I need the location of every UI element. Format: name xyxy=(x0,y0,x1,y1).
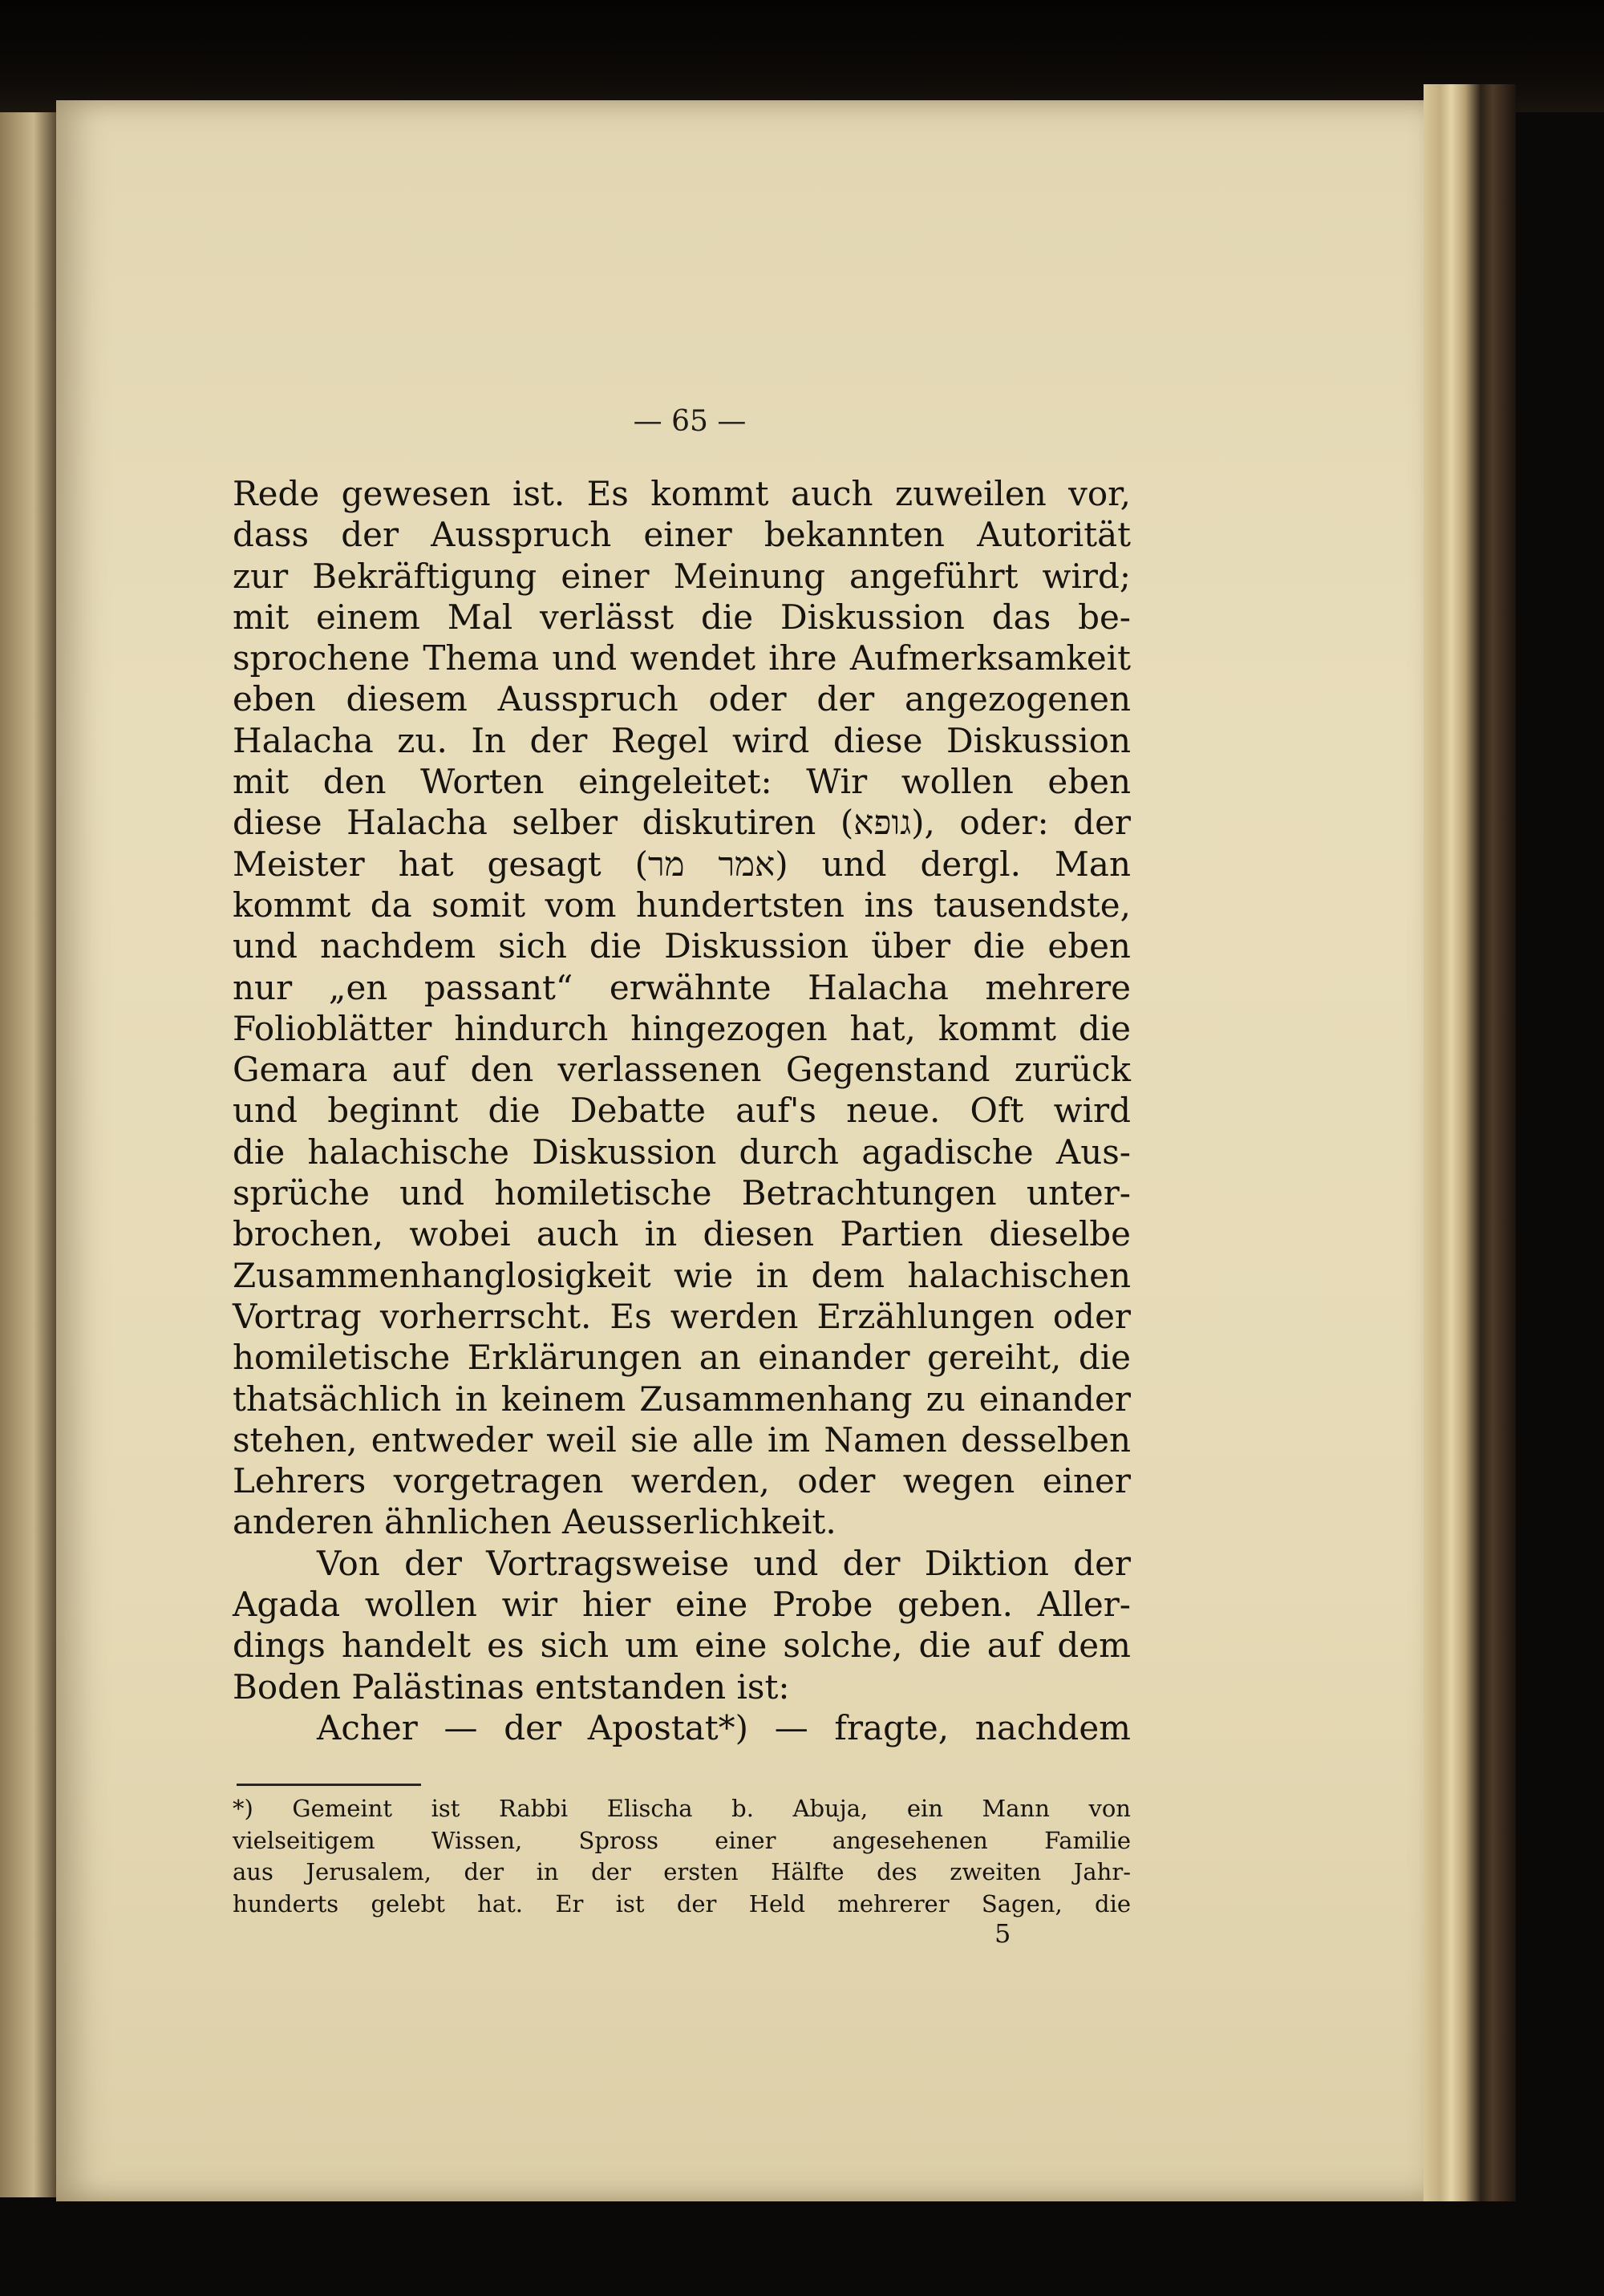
text-line: Acher — der Apostat*) — fragte, nachdem xyxy=(317,1707,1131,1747)
text-line: Zusammenhanglosigkeit wie in dem halachischen xyxy=(233,1255,1131,1295)
text-line: homiletische Erklärungen an einander gereiht, die xyxy=(233,1338,1131,1378)
main-text xyxy=(233,473,1131,1748)
text-line: Folioblätter hindurch hingezogen hat, kommt die xyxy=(233,1008,1131,1048)
footnote-divider xyxy=(237,1784,421,1786)
text-line: mit einem Mal verlässt die Diskussion das be- xyxy=(233,597,1131,637)
text-line: eben diesem Ausspruch oder der angezogenen xyxy=(233,679,1131,719)
text-line: thatsächlich in keinem Zusammenhang zu einander xyxy=(233,1379,1131,1419)
text-line: Meister hat gesagt (אמר מר) und dergl. Man xyxy=(233,844,1131,884)
text-line: brochen, wobei auch in diesen Partien dieselbe xyxy=(233,1214,1131,1254)
text-line: Halacha zu. In der Regel wird diese Diskussion xyxy=(233,720,1131,760)
page-header-number: — 65 — xyxy=(633,405,747,438)
text-line: und nachdem sich die Diskussion über die eben xyxy=(233,926,1131,966)
text-line: Lehrers vorgetragen werden, oder wegen einer xyxy=(233,1461,1131,1501)
book-fore-edge xyxy=(1424,84,1516,2201)
text-line: dass der Ausspruch einer bekannten Autorität xyxy=(233,515,1131,555)
text-line: nur „en passant“ erwähnte Halacha mehrere xyxy=(233,967,1131,1007)
text-line: und beginnt die Debatte auf's neue. Oft wird xyxy=(233,1091,1131,1131)
text-line: kommt da somit vom hundertsten ins tausendste, xyxy=(233,885,1131,925)
text-line: stehen, entweder weil sie alle im Namen desselben xyxy=(233,1419,1131,1460)
text-line: Gemara auf den verlassenen Gegenstand zurück xyxy=(233,1050,1131,1090)
text-line: die halachische Diskussion durch agadische Aus- xyxy=(233,1132,1131,1172)
text-line: anderen ähnlichen Aeusserlichkeit. xyxy=(233,1502,836,1542)
text-line: sprochene Thema und wendet ihre Aufmerksamkeit xyxy=(233,638,1131,678)
paragraph-1 xyxy=(233,473,1131,1543)
footnote-line: vielseitigem Wissen, Spross einer angesehenen Familie xyxy=(233,1826,1131,1854)
footnote xyxy=(233,1793,1131,1920)
text-line: Agada wollen wir hier eine Probe geben. Aller- xyxy=(233,1585,1131,1625)
scan-background-top xyxy=(0,0,1604,112)
paragraph-2 xyxy=(233,1543,1131,1707)
text-line: Von der Vortragsweise und der Diktion der xyxy=(317,1543,1131,1583)
footnote-line: aus Jerusalem, der in der ersten Hälfte des zweiten Jahr- xyxy=(233,1858,1131,1885)
text-line: Vortrag vorherrscht. Es werden Erzählungen oder xyxy=(233,1296,1131,1336)
footnote-line: *) Gemeint ist Rabbi Elischa b. Abuja, ein Mann von xyxy=(233,1795,1131,1822)
text-line: mit den Worten eingeleitet: Wir wollen eben xyxy=(233,762,1131,802)
text-line: Rede gewesen ist. Es kommt auch zuweilen vor, xyxy=(233,474,1131,513)
left-page-edge xyxy=(0,112,56,2197)
printer-signature-mark: 5 xyxy=(994,1918,1011,1949)
text-line: dings handelt es sich um eine solche, die auf dem xyxy=(233,1626,1131,1666)
paragraph-3 xyxy=(233,1707,1131,1748)
text-line: diese Halacha selber diskutiren (גופא), oder: der xyxy=(233,803,1132,843)
text-line: zur Bekräftigung einer Meinung angeführt wird; xyxy=(233,556,1131,596)
text-line: sprüche und homiletische Betrachtungen unter- xyxy=(233,1173,1131,1213)
footnote-line: hunderts gelebt hat. Er ist der Held mehrerer Sagen, die xyxy=(233,1889,1131,1917)
text-line: Boden Palästinas entstanden ist: xyxy=(233,1666,790,1707)
